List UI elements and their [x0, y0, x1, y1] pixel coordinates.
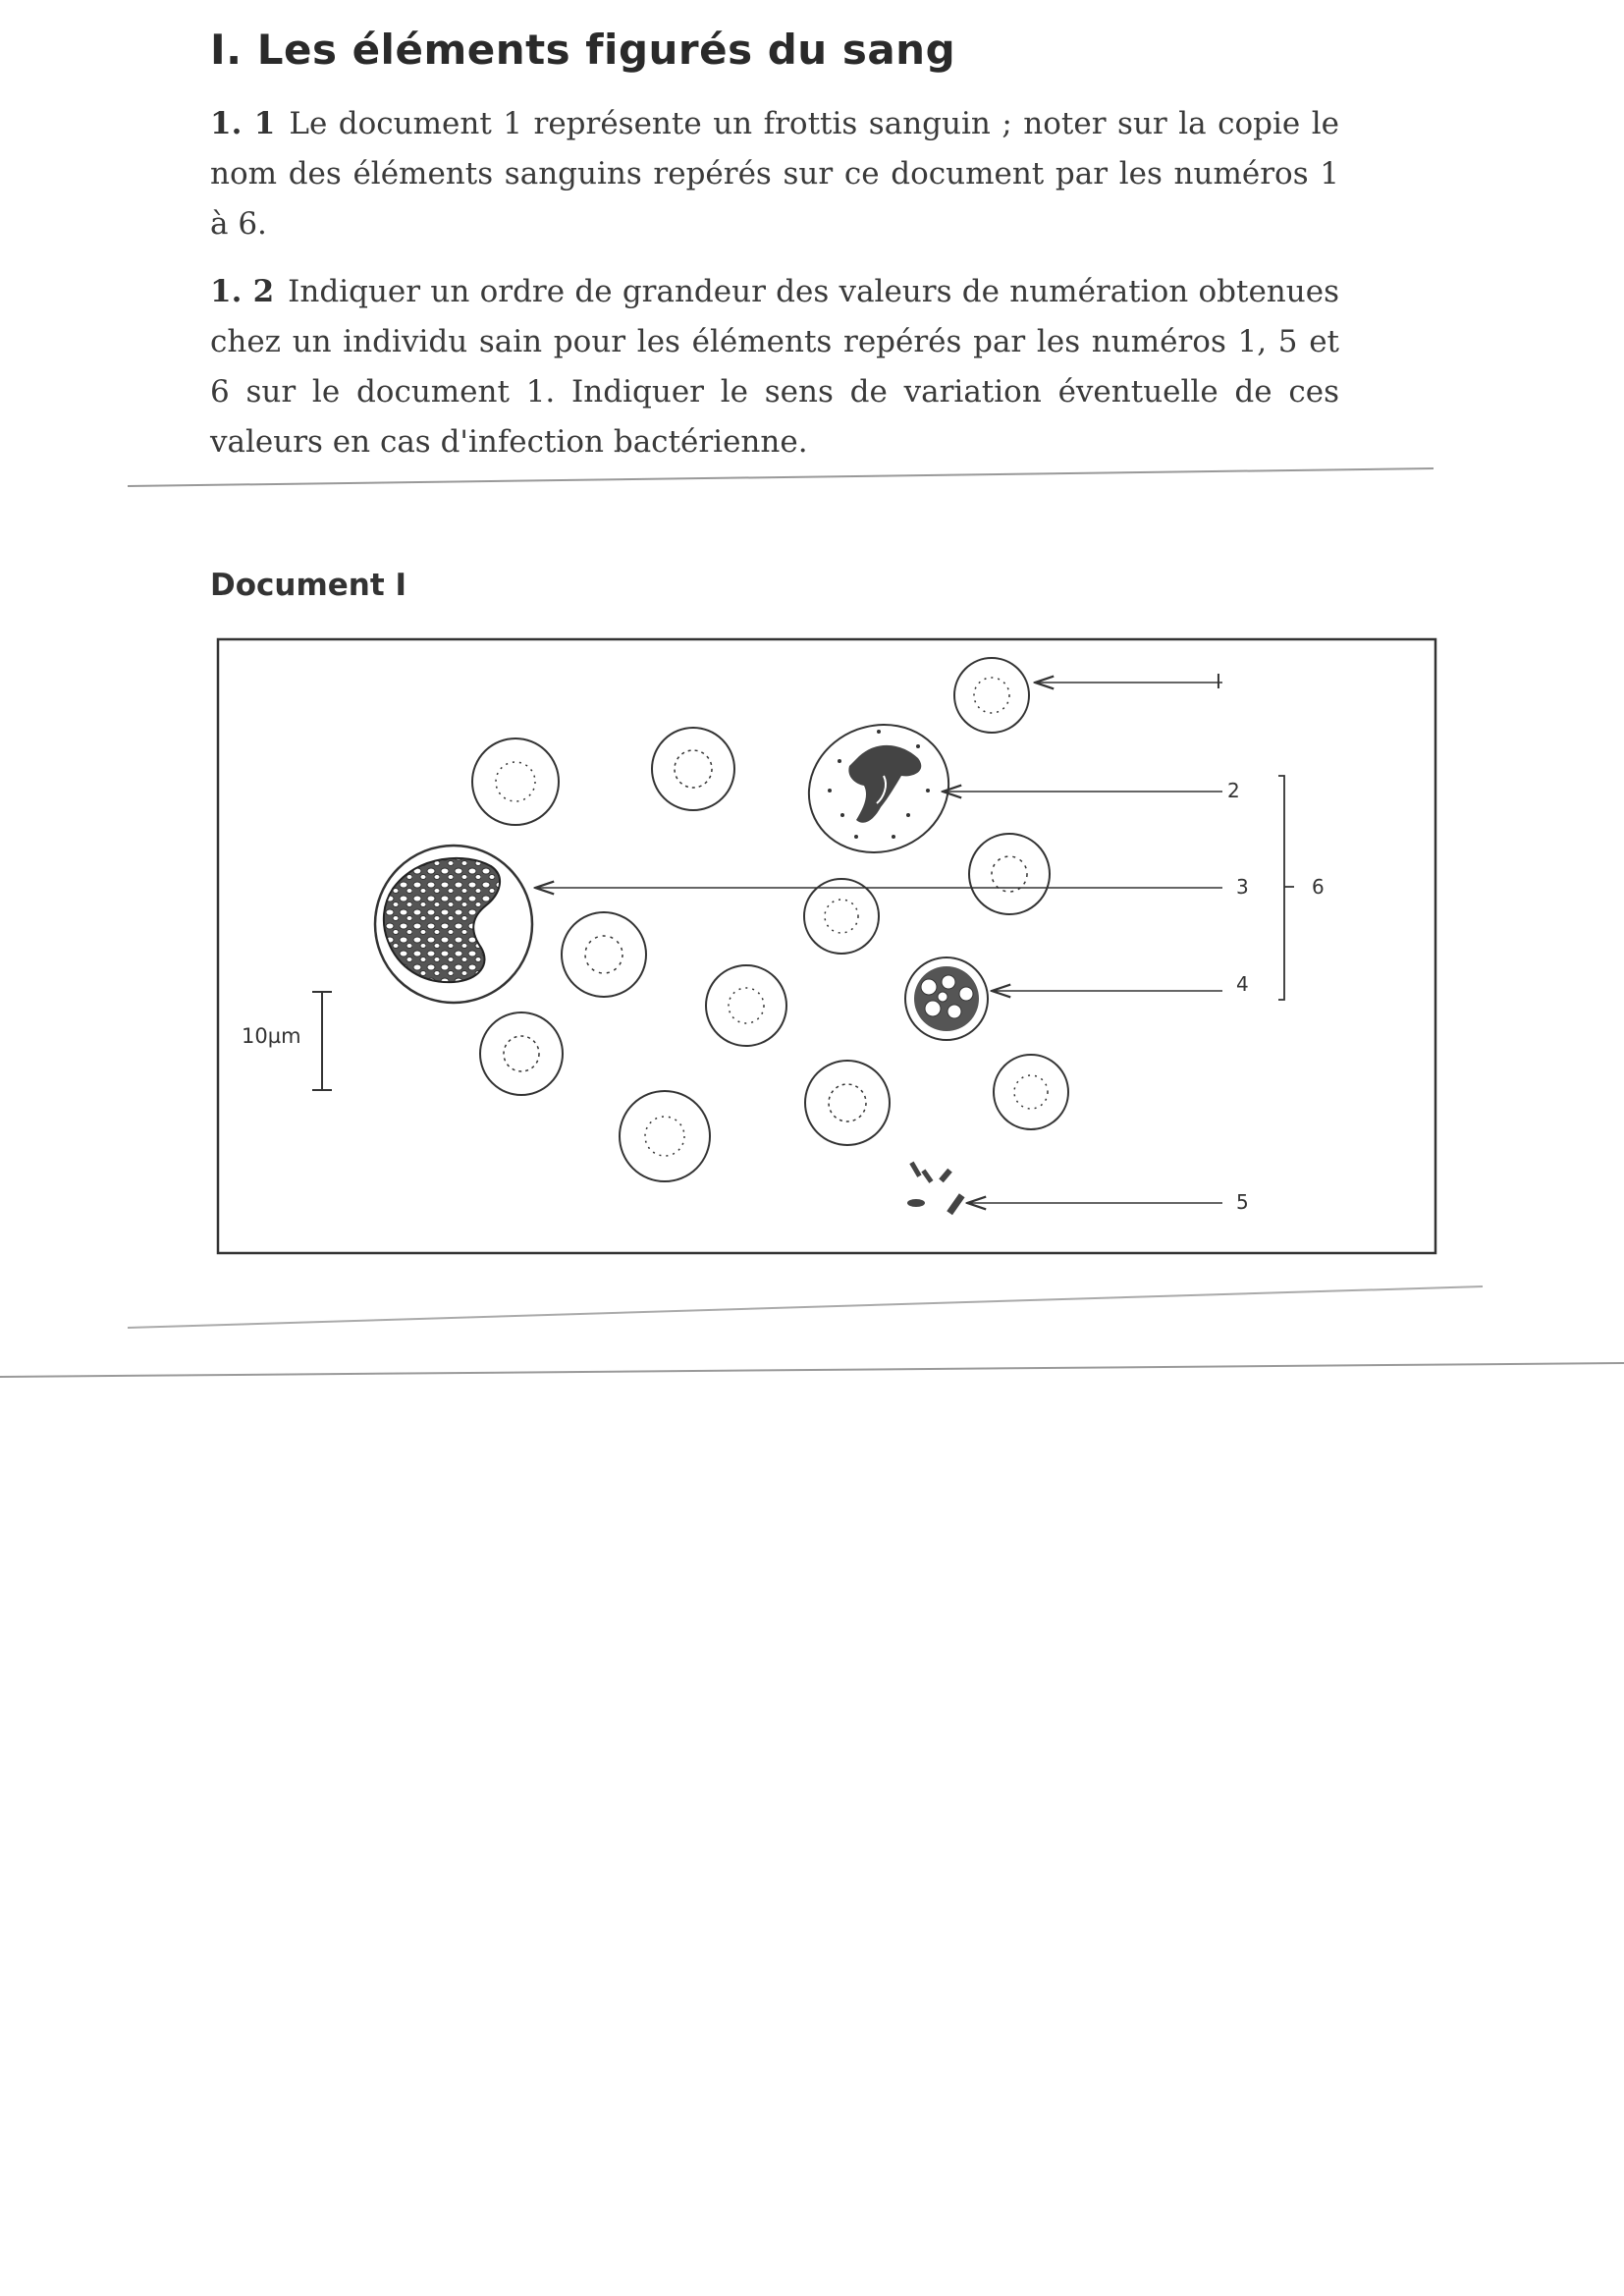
separator-line	[0, 1363, 1624, 1377]
question-number: 1. 1	[210, 106, 276, 141]
scale-bar	[312, 992, 332, 1090]
red-blood-cell	[480, 1012, 563, 1095]
red-blood-cell	[969, 834, 1050, 914]
bracket-6	[1278, 776, 1294, 1000]
platelets	[907, 1162, 965, 1216]
callout-label-1: I	[1216, 670, 1221, 693]
red-blood-cell	[652, 728, 734, 810]
red-blood-cell	[805, 1061, 890, 1145]
question-text: Indiquer un ordre de grandeur des valeurs de numération obtenues chez un individu sain pour les éléments repérés par les numéros 1, 5 et 6 sur le document 1. Indiquer le sens de variation éventuelle de ces valeurs en cas d'infection bactérienne.	[210, 274, 1339, 460]
red-blood-cell	[804, 879, 879, 954]
callout-label-2: 2	[1227, 779, 1240, 802]
section-title: I. Les éléments figurés du sang	[210, 26, 956, 74]
red-blood-cell	[562, 912, 646, 997]
neutrophil	[790, 705, 966, 872]
question-text: Le document 1 représente un frottis sanguin ; noter sur la copie le nom des éléments sanguins repérés sur ce document par les numéros 1 à 6.	[210, 106, 1339, 242]
eosinophil	[905, 957, 988, 1040]
red-blood-cell	[954, 658, 1029, 733]
separator-line	[128, 468, 1434, 486]
red-blood-cells	[472, 658, 1068, 1181]
bracket-label-6: 6	[1312, 875, 1325, 899]
red-blood-cell	[706, 965, 786, 1046]
red-blood-cell	[472, 738, 559, 825]
document-label: Document I	[210, 568, 407, 603]
red-blood-cell	[994, 1055, 1068, 1129]
scale-label: 10µm	[242, 1024, 301, 1048]
separator-line	[128, 1286, 1483, 1328]
callout-label-3: 3	[1236, 875, 1249, 899]
callout-label-5: 5	[1236, 1190, 1249, 1214]
red-blood-cell	[620, 1091, 710, 1181]
callout-label-4: 4	[1236, 972, 1249, 996]
monocyte	[375, 846, 532, 1003]
question-number: 1. 2	[210, 274, 275, 309]
